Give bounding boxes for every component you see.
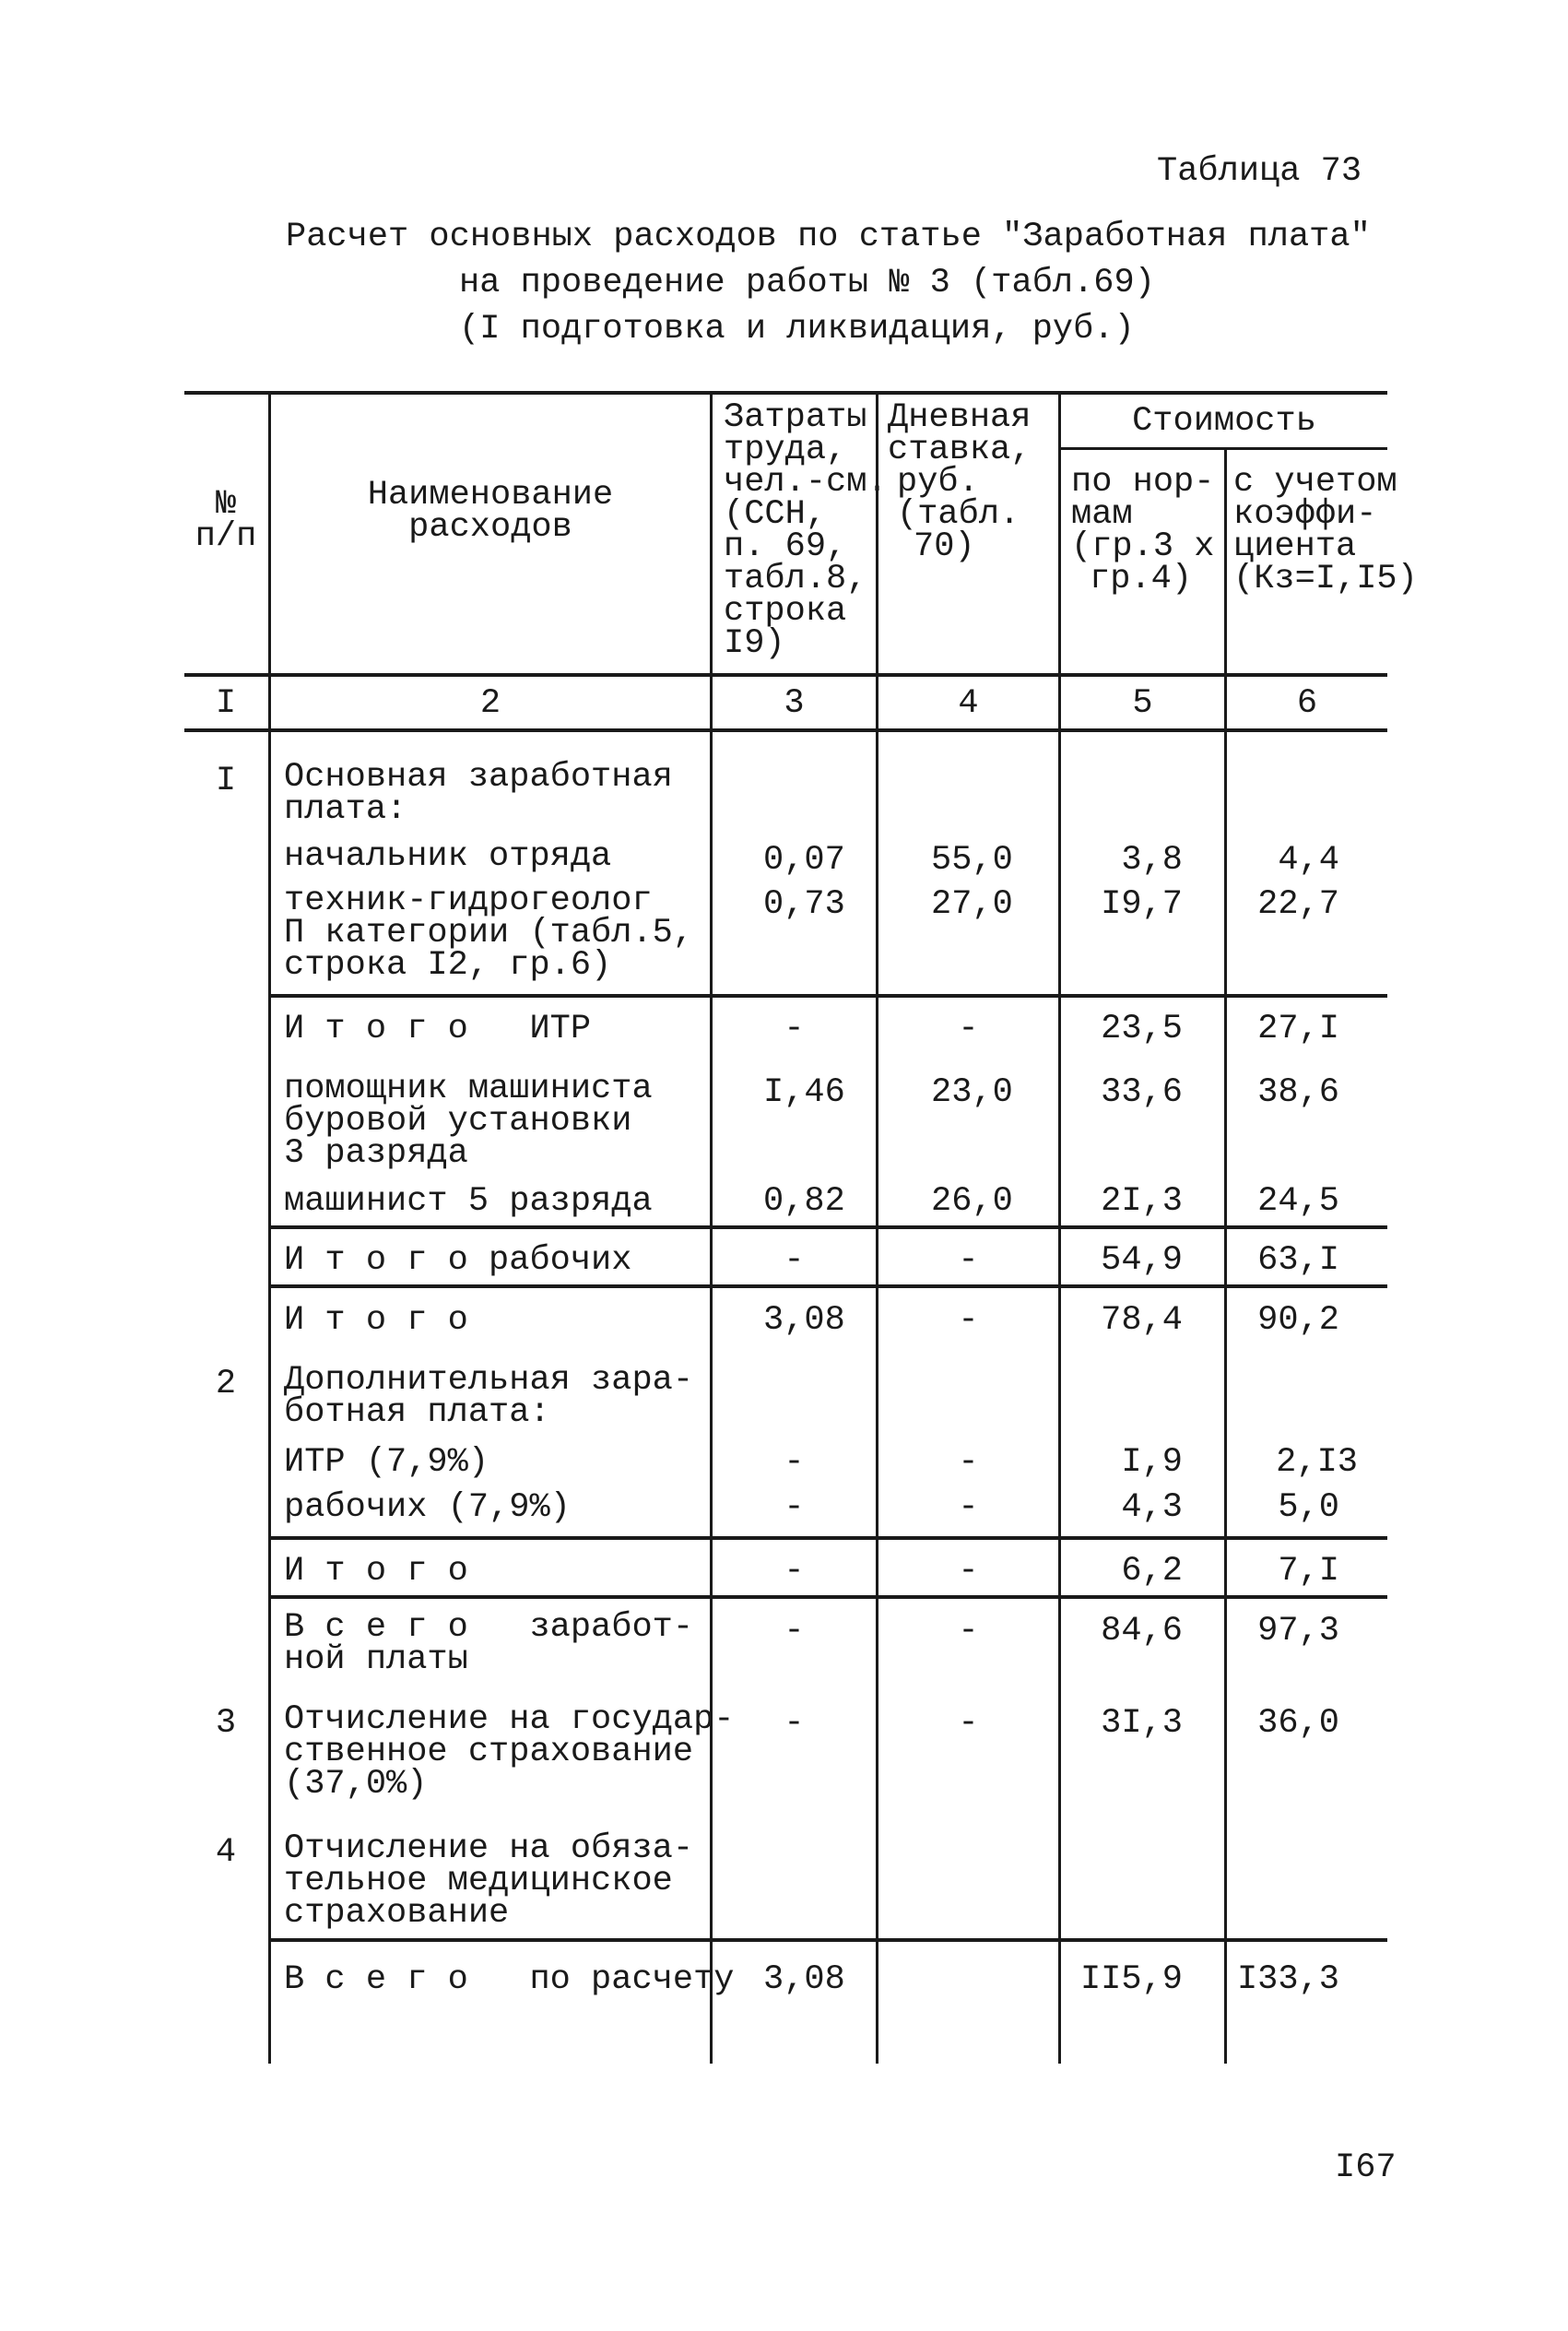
colnum-1: I	[215, 684, 237, 723]
row-coef: 22,7	[1257, 885, 1339, 924]
row-labor: -	[784, 1612, 805, 1651]
row-labor: 3,08	[763, 1960, 845, 1999]
row-labor: 0,07	[763, 841, 845, 880]
page-number: I67	[1335, 2148, 1397, 2187]
row-norm: 4,3	[1121, 1488, 1183, 1527]
vrule-1	[268, 391, 271, 2064]
row-norm: 84,6	[1101, 1612, 1183, 1651]
row-norm: 3,8	[1121, 841, 1183, 880]
row-rate: 55,0	[931, 841, 1013, 880]
col-header-name: Наименование расходов	[367, 476, 614, 547]
row-name: Отчисление на государ- ственное страхование (37,0%)	[284, 1700, 735, 1804]
row-rate: -	[958, 1241, 979, 1280]
row-coef: 97,3	[1257, 1612, 1339, 1651]
row-norm: 6,2	[1121, 1552, 1183, 1591]
row-name: начальник отряда	[284, 837, 612, 876]
row-norm: I9,7	[1101, 885, 1183, 924]
col-header-num: № п/п	[195, 485, 257, 556]
row-labor: I,46	[763, 1073, 845, 1112]
row-coef: 5,0	[1278, 1488, 1339, 1527]
colnum-3: 3	[784, 684, 805, 723]
row-labor: -	[784, 1488, 805, 1527]
row-name: В с е г о по расчету	[284, 1960, 735, 1999]
rule-total2-top	[269, 1536, 1387, 1540]
row-coef: 27,I	[1257, 1010, 1339, 1048]
row-rate: 23,0	[931, 1073, 1013, 1112]
row-rate: -	[958, 1552, 979, 1591]
row-coef: 7,I	[1278, 1552, 1339, 1591]
table-title	[277, 214, 1371, 352]
row-name: техник-гидрогеолог П категории (табл.5, строка I2, гр.6)	[284, 882, 694, 985]
row-coef: 4,4	[1278, 841, 1339, 880]
colnum-5: 5	[1132, 684, 1153, 723]
row-coef: 36,0	[1257, 1704, 1339, 1743]
rule-header-bottom	[184, 673, 1387, 677]
row-rate: -	[958, 1612, 979, 1651]
row-norm: 33,6	[1101, 1073, 1183, 1112]
row-name: Отчисление на обяза- тельное медицинское страхование	[284, 1829, 694, 1933]
row-rate: 26,0	[931, 1182, 1013, 1221]
row-name: Основная заработная плата:	[284, 758, 673, 829]
table-label: Таблица 73	[1157, 152, 1362, 191]
row-labor: -	[784, 1241, 805, 1280]
row-labor: -	[784, 1010, 805, 1048]
rule-top	[184, 391, 1387, 395]
row-coef: 90,2	[1257, 1301, 1339, 1340]
row-name: помощник машиниста буровой установки 3 разряда	[284, 1070, 653, 1173]
row-rate: -	[958, 1443, 979, 1482]
col-header-rate: Дневная ставка, руб. (табл. 70)	[888, 398, 1032, 566]
row-norm: 2I,3	[1101, 1182, 1183, 1221]
row-norm: I,9	[1121, 1443, 1183, 1482]
title-line-2: на проведение работы № 3 (табл.69)	[459, 264, 1155, 302]
row-norm: 3I,3	[1101, 1704, 1183, 1743]
col-header-labor: Затраты труда, чел.-см. (ССН, п. 69, табл.8, строка I9)	[724, 398, 888, 663]
colnum-6: 6	[1296, 684, 1318, 723]
row-labor: 0,73	[763, 885, 845, 924]
rule-cost-group	[1058, 447, 1387, 450]
rule-numbers-bottom	[184, 728, 1387, 732]
row-name: рабочих (7,9%)	[284, 1488, 571, 1527]
rule-final-top	[269, 1938, 1387, 1942]
rule-grand-top	[269, 1595, 1387, 1599]
row-rate: -	[958, 1704, 979, 1743]
rule-total1-top	[269, 1284, 1387, 1288]
row-coef: 24,5	[1257, 1182, 1339, 1221]
row-labor: -	[784, 1443, 805, 1482]
row-name: ИТР (7,9%)	[284, 1443, 489, 1482]
row-rate: -	[958, 1488, 979, 1527]
row-coef: 2,I3	[1276, 1443, 1358, 1482]
row-rate: -	[958, 1301, 979, 1340]
row-rate: -	[958, 1010, 979, 1048]
row-norm: II5,9	[1079, 1960, 1183, 1999]
row-name: машинист 5 разряда	[284, 1182, 653, 1221]
row-labor: 3,08	[763, 1301, 845, 1340]
row-coef: I33,3	[1236, 1960, 1339, 1999]
row-num: 3	[215, 1704, 237, 1743]
row-name: В с е г о заработ- ной платы	[284, 1608, 694, 1679]
vrule-4	[1058, 391, 1061, 2064]
colnum-2: 2	[479, 684, 501, 723]
rule-workers-top	[269, 1225, 1387, 1229]
col-header-norm: по нор- мам (гр.3 х гр.4)	[1071, 463, 1215, 598]
row-name: И т о г о	[284, 1552, 468, 1591]
row-name: И т о г о ИТР	[284, 1010, 592, 1048]
col-header-coef: с учетом коэффи- циента (Кз=I,I5)	[1233, 463, 1418, 598]
title-line-3: (I подготовка и ликвидация, руб.)	[459, 310, 1135, 349]
row-name: Дополнительная зара- ботная плата:	[284, 1361, 694, 1432]
row-labor: -	[784, 1704, 805, 1743]
row-norm: 23,5	[1101, 1010, 1183, 1048]
row-labor: 0,82	[763, 1182, 845, 1221]
row-rate: 27,0	[931, 885, 1013, 924]
vrule-2	[710, 391, 713, 2064]
row-coef: 38,6	[1257, 1073, 1339, 1112]
row-name: И т о г о	[284, 1301, 468, 1340]
row-num: 2	[215, 1365, 237, 1403]
row-num: I	[215, 762, 237, 800]
row-norm: 78,4	[1101, 1301, 1183, 1340]
row-norm: 54,9	[1101, 1241, 1183, 1280]
colnum-4: 4	[958, 684, 979, 723]
row-coef: 63,I	[1257, 1241, 1339, 1280]
row-labor: -	[784, 1552, 805, 1591]
title-line-1: Расчет основных расходов по статье "Заработная плата"	[286, 218, 1371, 256]
rule-itr-top	[269, 994, 1387, 998]
row-name: И т о г о рабочих	[284, 1241, 632, 1280]
row-num: 4	[215, 1833, 237, 1872]
col-header-cost-group: Стоимость	[1132, 402, 1316, 441]
